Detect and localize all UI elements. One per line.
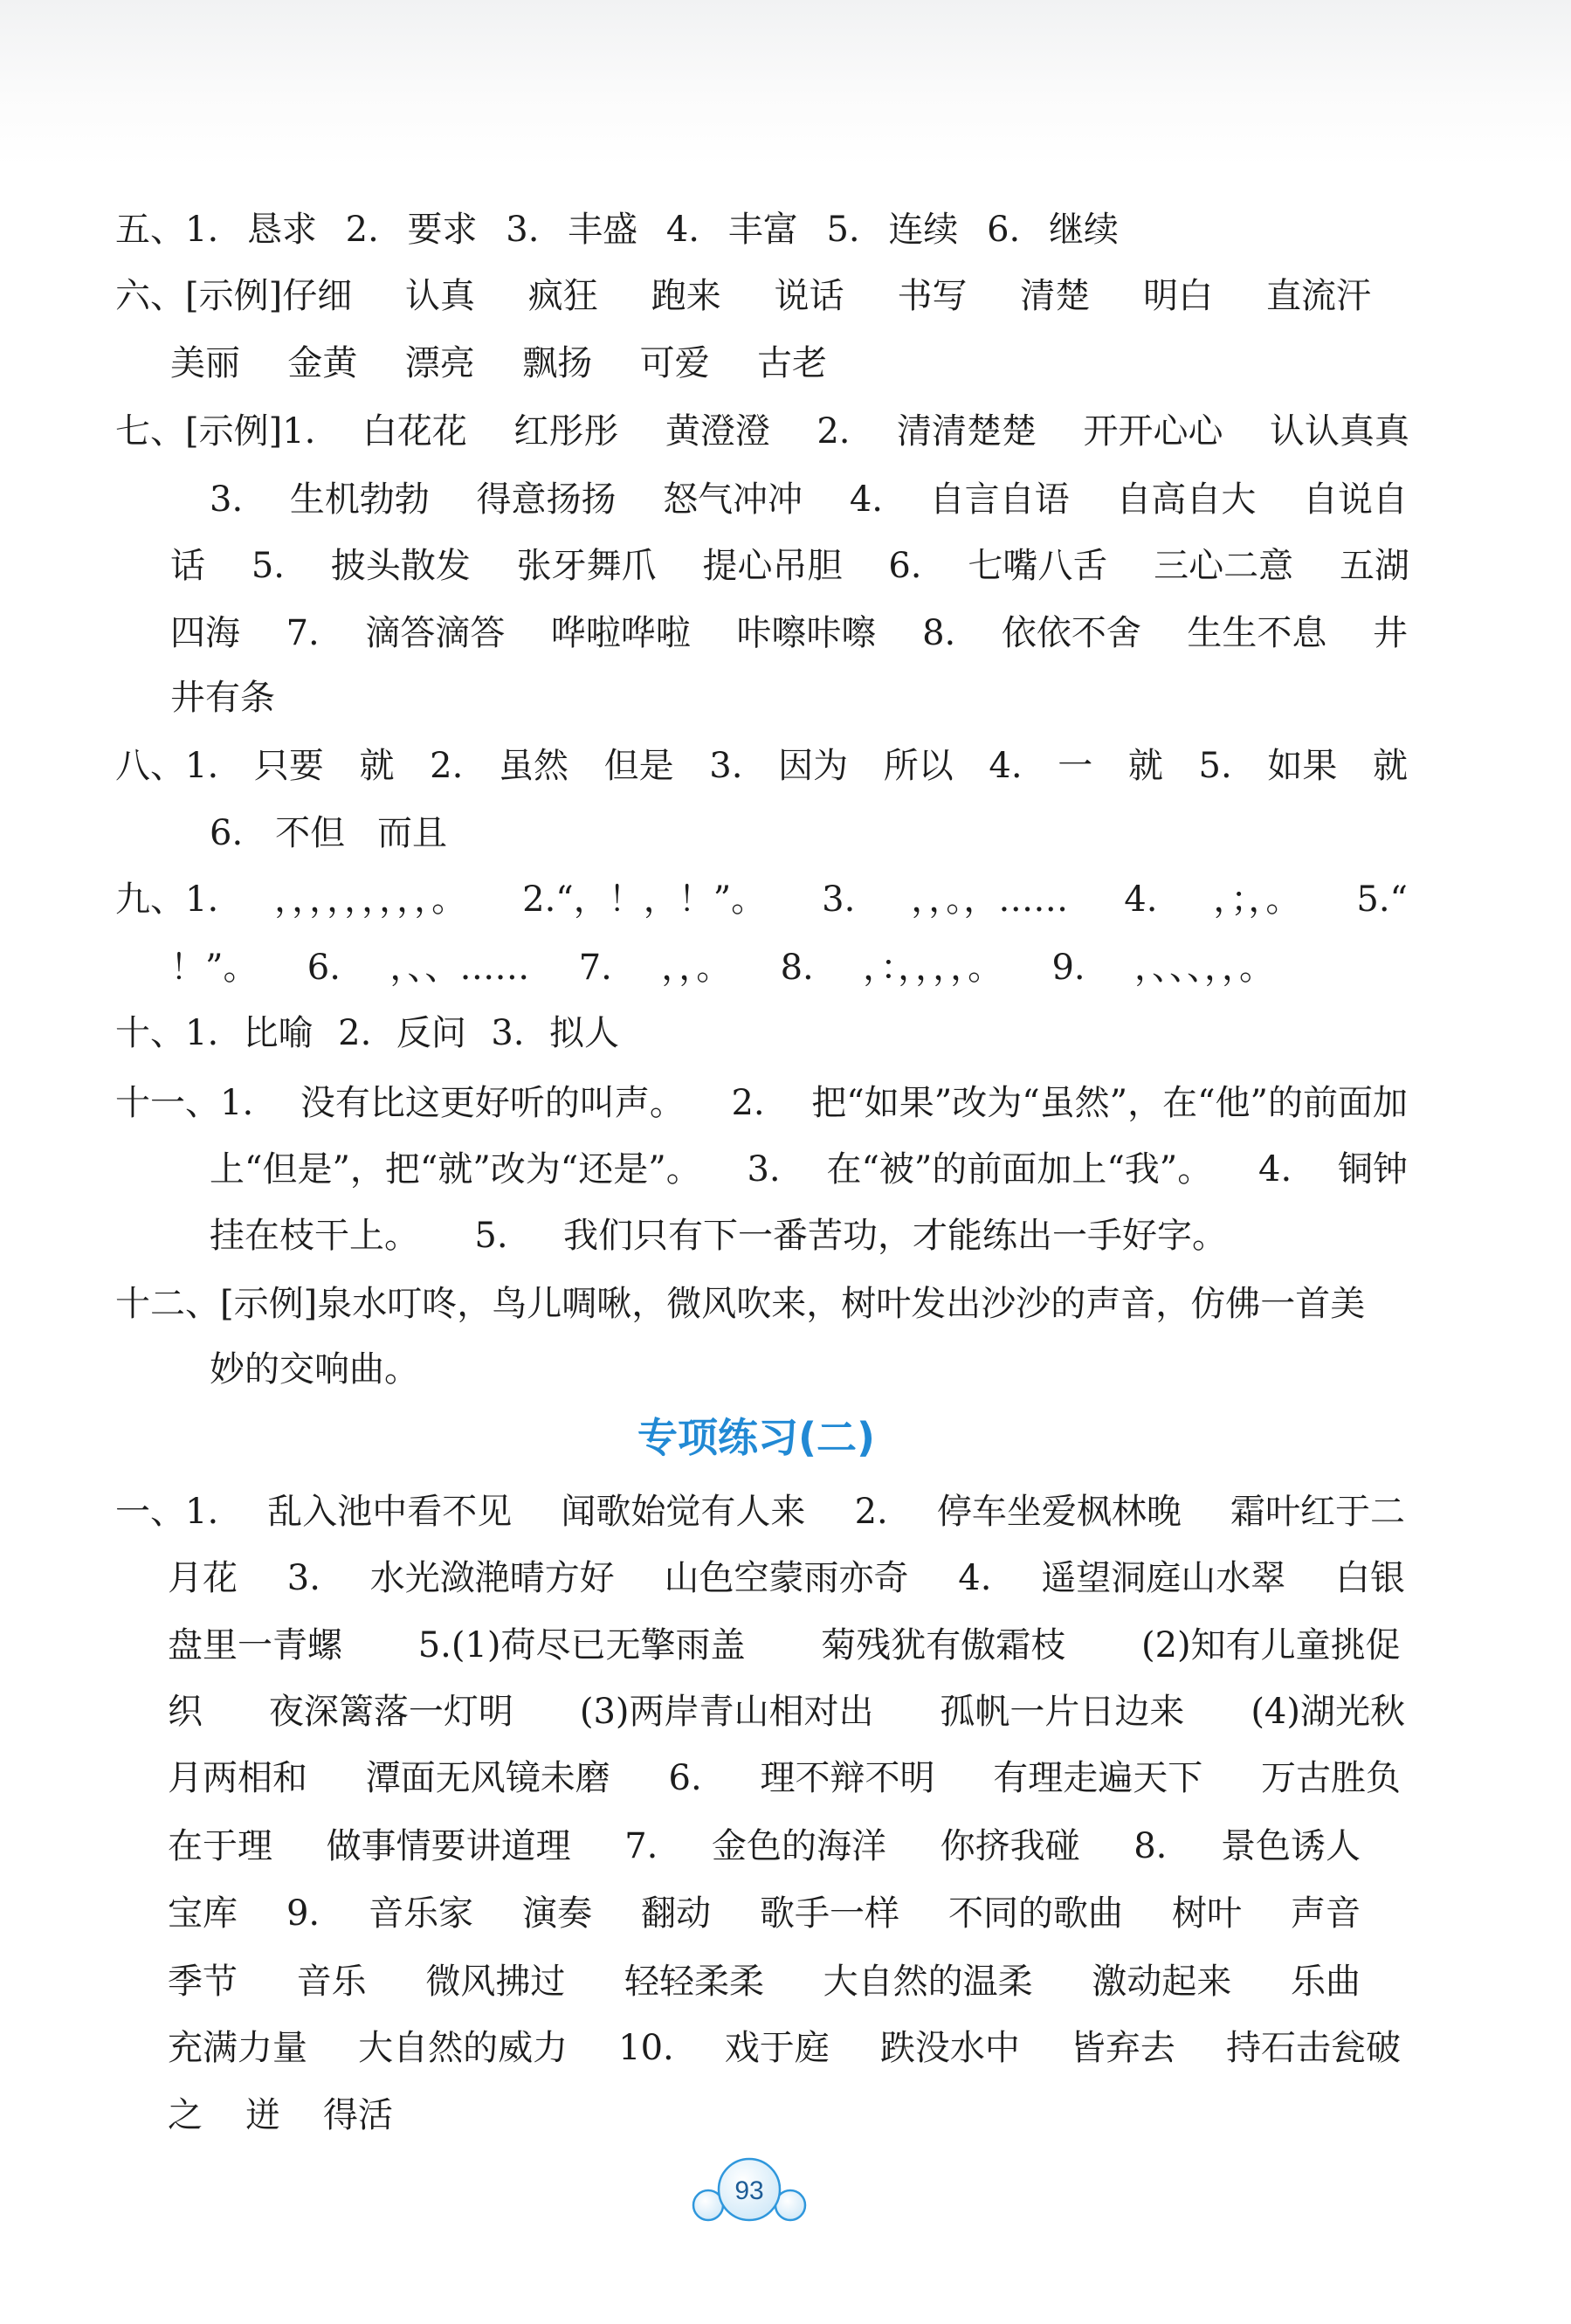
answer-line: 井有条	[170, 678, 275, 718]
answer-line: ！”。 6. ，、、…… 7. ，，。 8. ，：，，，，。 9. ，、、、，，。	[170, 948, 1274, 988]
answer-line: 织 夜深篱落一灯明 (3)两岸青山相对出 孤帆一片日边来 (4)湖光秋	[168, 1692, 1405, 1732]
page-number-badge	[681, 2154, 821, 2227]
answer-line: 在于理 做事情要讲道理 7. 金色的海洋 你挤我碰 8. 景色诱人	[168, 1826, 1361, 1866]
answer-line: 十一、1. 没有比这更好听的叫声。 2. 把“如果”改为“虽然”，在“他”的前面加	[115, 1083, 1408, 1123]
answer-line: 八、1. 只要 就 2. 虽然 但是 3. 因为 所以 4. 一 就 5. 如果 就	[115, 746, 1408, 786]
answer-line: 一、1. 乱入池中看不见 闻歌始觉有人来 2. 停车坐爱枫林晚 霜叶红于二	[115, 1492, 1405, 1532]
answer-line: 妙的交响曲。	[210, 1349, 419, 1390]
answer-line: 七、[示例]1. 白花花 红彤彤 黄澄澄 2. 清清楚楚 开开心心 认认真真	[115, 411, 1409, 452]
answer-line: 月两相和 潭面无风镜未磨 6. 理不辩不明 有理走遍天下 万古胜负	[168, 1758, 1401, 1798]
answer-line: 之 迸 得活	[168, 2095, 393, 2135]
answer-line: 3. 生机勃勃 得意扬扬 怒气冲冲 4. 自言自语 自高自大 自说自	[210, 479, 1408, 520]
section-heading: 专项练习(二)	[637, 1414, 876, 1461]
answer-line: 盘里一青螺 5.(1)荷尽已无擎雨盖 菊残犹有傲霜枝 (2)知有儿童挑促	[168, 1625, 1401, 1665]
answer-line: 话 5. 披头散发 张牙舞爪 提心吊胆 6. 七嘴八舌 三心二意 五湖	[170, 546, 1409, 586]
answer-line: 宝库 9. 音乐家 演奏 翻动 歌手一样 不同的歌曲 树叶 声音	[168, 1893, 1361, 1934]
section-heading-container	[494, 1413, 1018, 1462]
answer-line: 月花 3. 水光潋滟晴方好 山色空蒙雨亦奇 4. 遥望洞庭山水翠 白银	[168, 1558, 1405, 1598]
answer-line: 挂在枝干上。 5. 我们只有下一番苦功，才能练出一手好字。	[210, 1216, 1227, 1256]
answer-line: 美丽 金黄 漂亮 飘扬 可爱 古老	[170, 343, 827, 383]
answer-line: 充满力量 大自然的威力 10. 戏于庭 跌没水中 皆弃去 持石击瓮破	[168, 2028, 1401, 2068]
page-number: 93	[734, 2176, 764, 2205]
answer-line: 五、1. 恳求 2. 要求 3. 丰盛 4. 丰富 5. 连续 6. 继续	[115, 210, 1119, 250]
answer-line: 十、1. 比喻 2. 反问 3. 拟人	[115, 1013, 619, 1053]
answer-line: 6. 不但 而且	[210, 813, 447, 853]
answer-line: 十二、[示例]泉水叮咚，鸟儿啁啾，微风吹来，树叶发出沙沙的声音，仿佛一首美	[115, 1284, 1366, 1324]
answer-line: 六、[示例]仔细 认真 疯狂 跑来 说话 书写 清楚 明白 直流汗	[115, 276, 1371, 316]
answer-line: 九、1. ，，，，，，，，，。 2.“，！，！”。 3. ，，。，…… 4. ，；，。 5.“	[115, 879, 1408, 920]
answer-line: 季节 音乐 微风拂过 轻轻柔柔 大自然的温柔 激动起来 乐曲	[168, 1962, 1361, 2002]
answer-line: 上“但是”，把“就”改为“还是”。 3. 在“被”的前面加上“我”。 4. 铜钟	[210, 1149, 1408, 1190]
answer-line: 四海 7. 滴答滴答 哗啦哗啦 咔嚓咔嚓 8. 依依不舍 生生不息 井	[170, 613, 1408, 653]
